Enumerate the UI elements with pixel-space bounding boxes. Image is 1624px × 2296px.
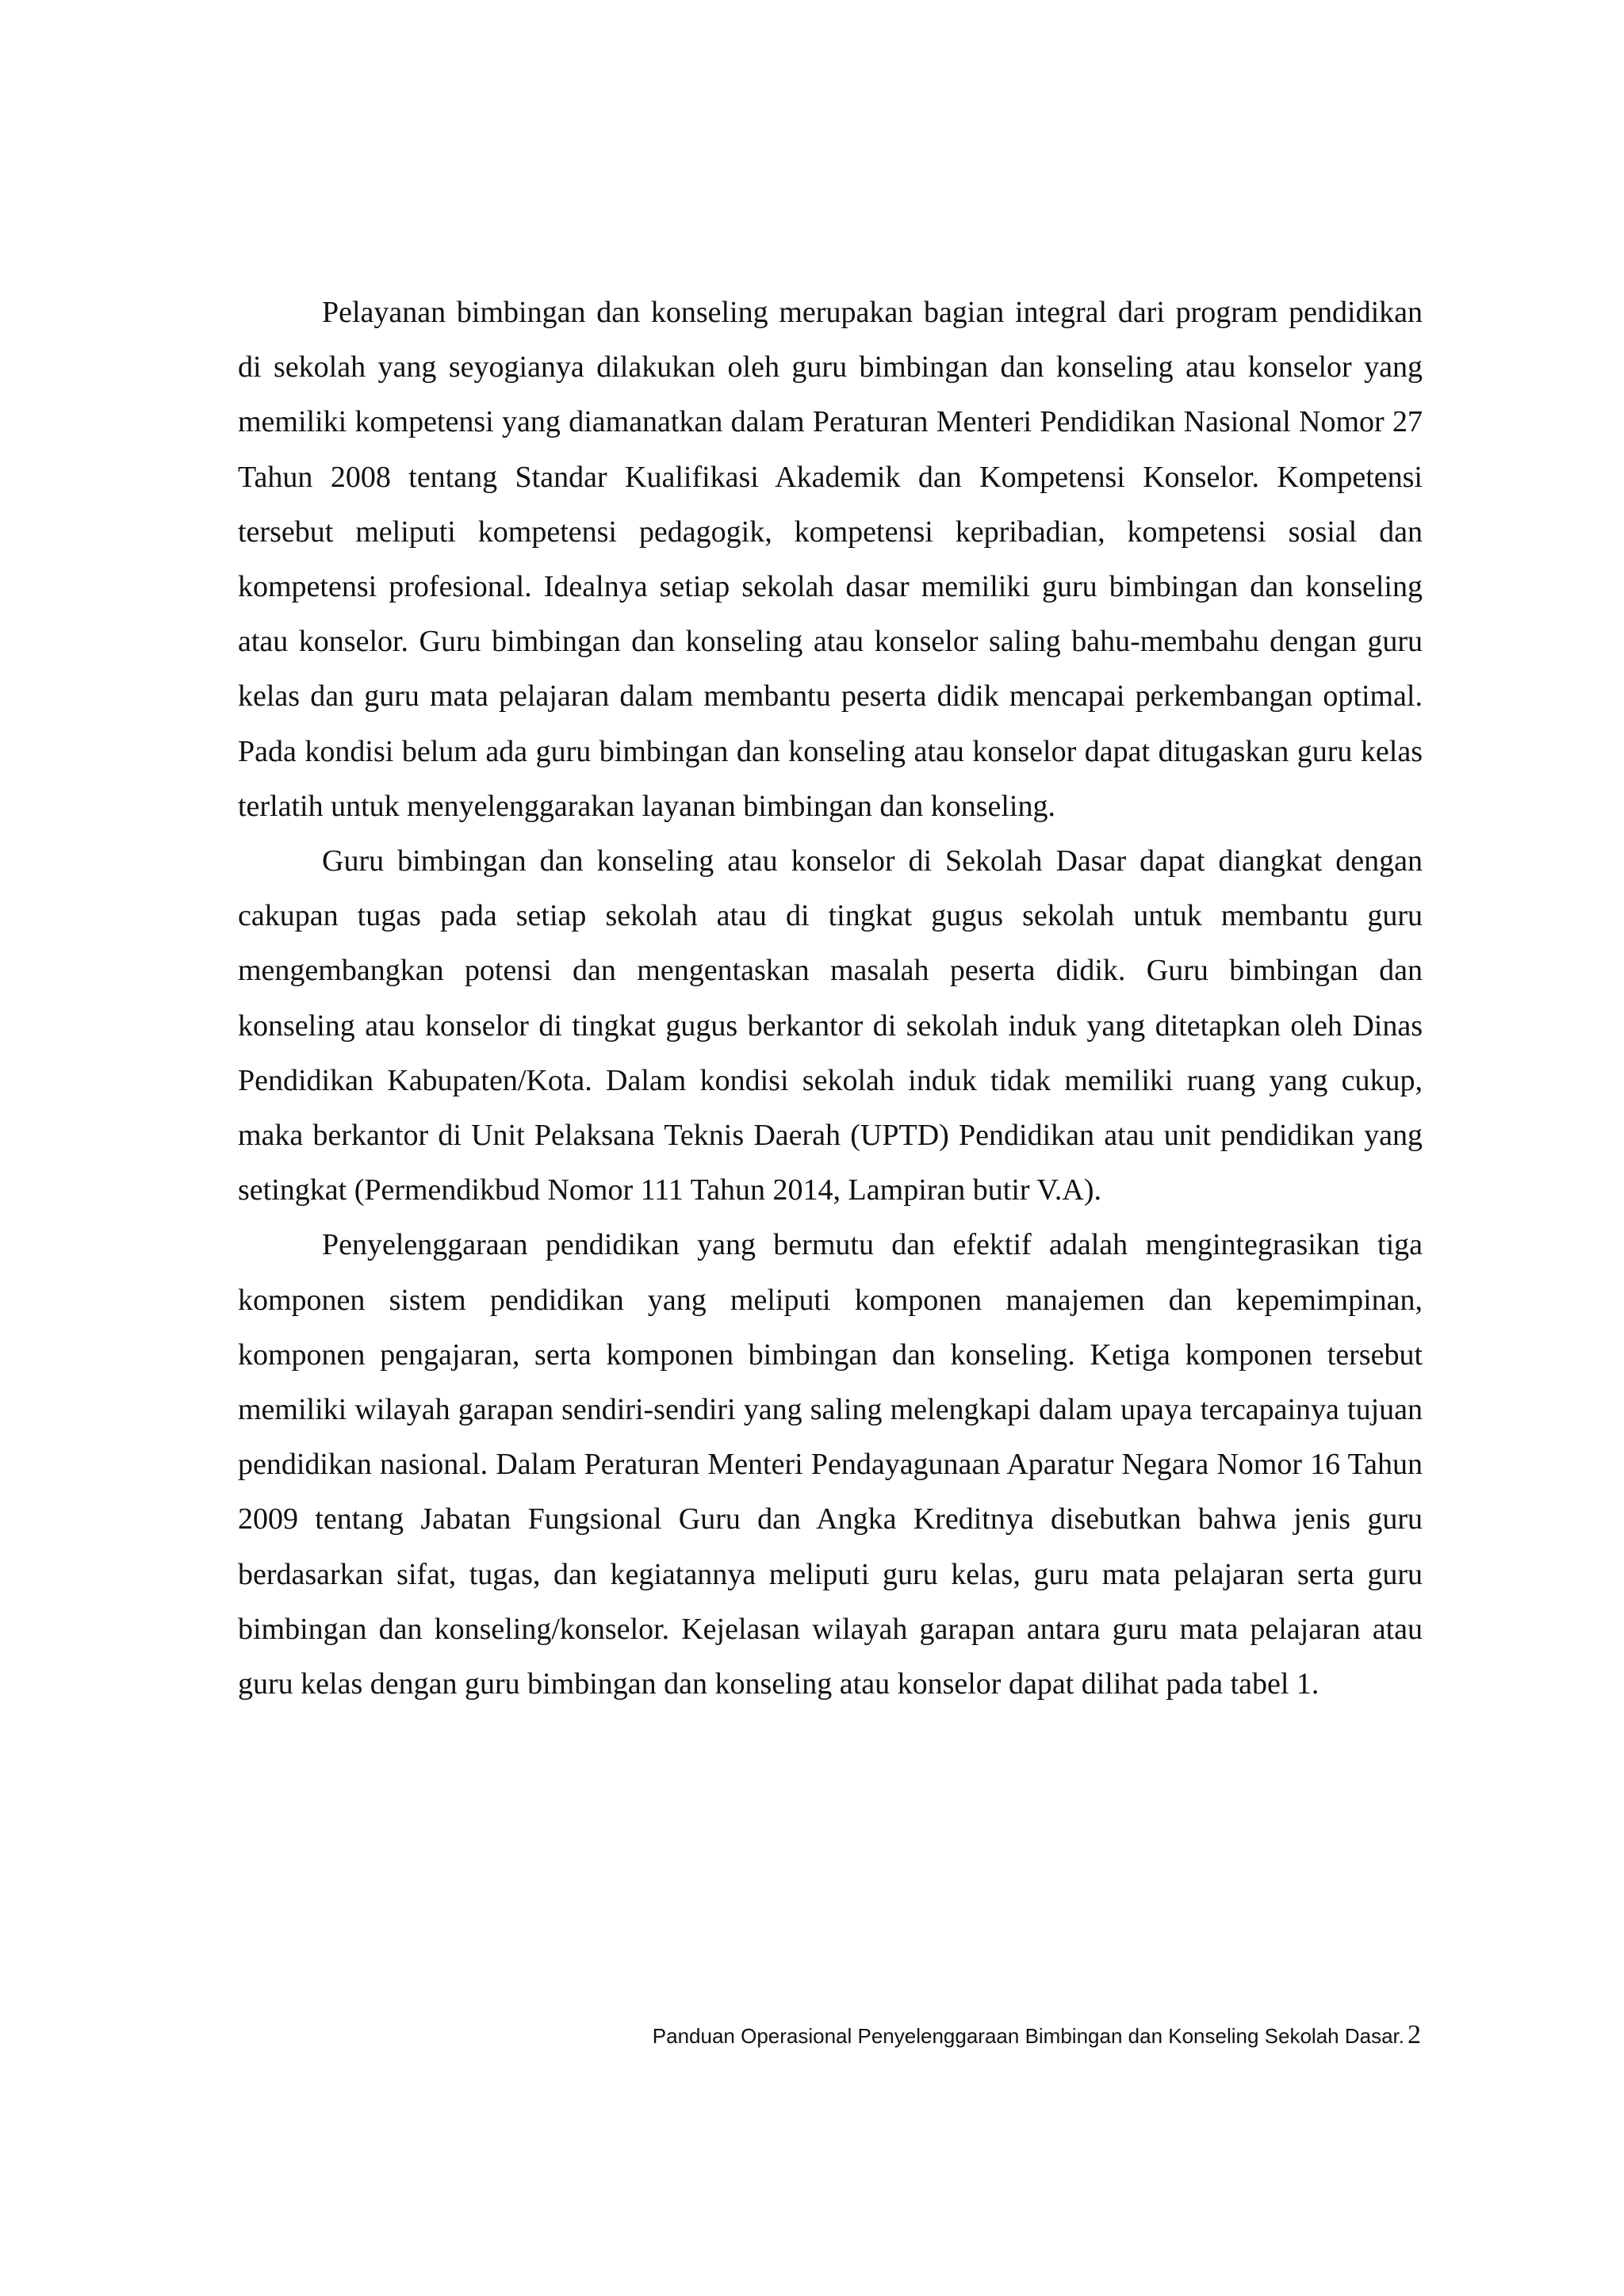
paragraph-3: Penyelenggaraan pendidikan yang bermutu dan efektif adalah mengintegrasikan tiga komponen sistem pendidikan yang meliputi komponen manajemen dan kepemimpinan, komponen pengajaran, serta komponen bimbingan dan konseling. Ketiga komponen tersebut memiliki wilayah garapan sendiri-sendiri yang saling melengkapi dalam upaya tercapainya tujuan pendidikan nasional. Dalam Peraturan Menteri Pendayagunaan Aparatur Negara Nomor 16 Tahun 2009 tentang Jabatan Fungsional Guru dan Angka Kreditnya disebutkan bahwa jenis guru berdasarkan sifat, tugas, dan kegiatannya meliputi guru kelas, guru mata pelajaran serta guru bimbingan dan konseling/konselor. Kejelasan wilayah garapan antara guru mata pelajaran atau guru kelas dengan guru bimbingan dan konseling atau konselor dapat dilihat pada tabel 1. [238,1228,1423,1701]
page-number: 2 [1408,2020,1421,2049]
paragraph-1: Pelayanan bimbingan dan konseling merupakan bagian integral dari program pendidikan di sekolah yang seyogianya dilakukan oleh guru bimbingan dan konseling atau konselor yang memiliki kompetensi yang diamanatkan dalam Peraturan Menteri Pendidikan Nasional Nomor 27 Tahun 2008 tentang Standar Kualifikasi Akademik dan Kompetensi Konselor. Kompetensi tersebut meliputi kompetensi pedagogik, kompetensi kepribadian, kompetensi sosial dan kompetensi profesional. Idealnya setiap sekolah dasar memiliki guru bimbingan dan konseling atau konselor. Guru bimbingan dan konseling atau konselor saling bahu-membahu dengan guru kelas dan guru mata pelajaran dalam membantu peserta didik mencapai perkembangan optimal. Pada kondisi belum ada guru bimbingan dan konseling atau konselor dapat ditugaskan guru kelas terlatih untuk menyelenggarakan layanan bimbingan dan konseling. [238,296,1423,823]
page-footer [653,2020,1421,2050]
body-text [238,285,1423,1712]
paragraph-2: Guru bimbingan dan konseling atau konselor di Sekolah Dasar dapat diangkat dengan cakupan tugas pada setiap sekolah atau di tingkat gugus sekolah untuk membantu guru mengembangkan potensi dan mengentaskan masalah peserta didik. Guru bimbingan dan konseling atau konselor di tingkat gugus berkantor di sekolah induk yang ditetapkan oleh Dinas Pendidikan Kabupaten/Kota. Dalam kondisi sekolah induk tidak memiliki ruang yang cukup, maka berkantor di Unit Pelaksana Teknis Daerah (UPTD) Pendidikan atau unit pendidikan yang setingkat (Permendikbud Nomor 111 Tahun 2014, Lampiran butir V.A). [238,844,1423,1207]
footer-title: Panduan Operasional Penyelenggaraan Bimbingan dan Konseling Sekolah Dasar. [652,2024,1404,2048]
